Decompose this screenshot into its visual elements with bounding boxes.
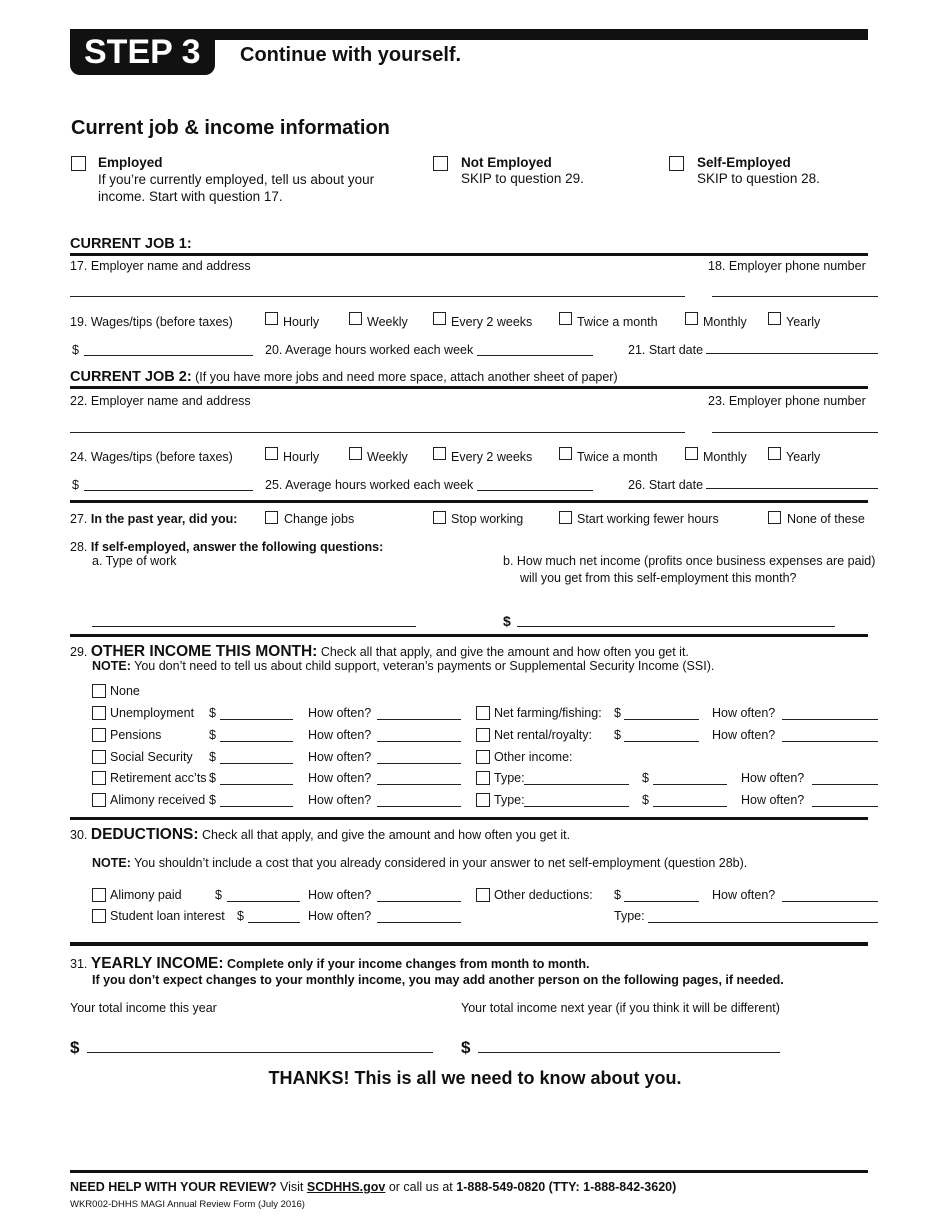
job1-every2weeks-checkbox[interactable] xyxy=(433,312,446,325)
unemployment-dollar: $ xyxy=(209,706,216,720)
other-deductions-how-often-input[interactable] xyxy=(782,901,878,902)
pensions-how-often: How often? xyxy=(308,728,372,742)
student-loan-label: Student loan interest xyxy=(110,909,225,923)
job1-monthly-label: Monthly xyxy=(703,315,747,329)
self-employed-desc: SKIP to question 28. xyxy=(697,171,820,186)
other-type1-label: Type: xyxy=(494,771,525,785)
job2-title-row xyxy=(70,369,618,385)
job2-start-date-input[interactable] xyxy=(706,488,878,489)
job2-yearly-checkbox[interactable] xyxy=(768,447,781,460)
job1-yearly-checkbox[interactable] xyxy=(768,312,781,325)
job2-hours-input[interactable] xyxy=(477,490,593,491)
other-type2-input[interactable] xyxy=(524,806,629,807)
q28b-line2: will you get from this self-employment this month? xyxy=(520,571,797,585)
retirement-dollar: $ xyxy=(209,771,216,785)
employer1-phone-input[interactable] xyxy=(712,296,878,297)
fewer-hours-checkbox[interactable] xyxy=(559,511,572,524)
next-year-dollar: $ xyxy=(461,1038,471,1057)
other-type2-checkbox[interactable] xyxy=(476,793,490,807)
fewer-hours-label: Start working fewer hours xyxy=(577,512,719,526)
q30-note-text: You shouldn’t include a cost that you already considered in your answer to net self-employment (question 28b). xyxy=(134,856,748,870)
income-this-year-input[interactable] xyxy=(87,1052,433,1053)
other-deductions-how-often: How often? xyxy=(712,888,776,902)
this-year-dollar: $ xyxy=(70,1038,80,1057)
q29-note-label: NOTE: xyxy=(92,659,131,673)
q23-label: 23. Employer phone number xyxy=(708,394,866,408)
alimony-paid-how-often-input[interactable] xyxy=(377,901,461,902)
job1-hourly-label: Hourly xyxy=(283,315,320,329)
q28-num: 28. xyxy=(70,540,88,554)
q28-dollar: $ xyxy=(503,613,511,629)
job2-rule xyxy=(70,386,868,389)
pensions-amount-input[interactable] xyxy=(220,741,293,742)
unemployment-amount-input[interactable] xyxy=(220,719,293,720)
none-of-these-checkbox[interactable] xyxy=(768,511,781,524)
job1-hourly-checkbox[interactable] xyxy=(265,312,278,325)
other-type1-input[interactable] xyxy=(524,784,629,785)
social-security-checkbox[interactable] xyxy=(92,750,106,764)
q27-label xyxy=(70,512,237,526)
income-this-year-label: Your total income this year xyxy=(70,1001,217,1015)
other-type1-how-often: How often? xyxy=(741,771,805,785)
none-of-these-label: None of these xyxy=(787,512,865,526)
retirement-amount-input[interactable] xyxy=(220,784,293,785)
help-visit: Visit xyxy=(280,1180,304,1194)
unemployment-checkbox[interactable] xyxy=(92,706,106,720)
job1-twice-month-label: Twice a month xyxy=(577,315,658,329)
social-security-how-often: How often? xyxy=(308,750,372,764)
not-employed-desc: SKIP to question 29. xyxy=(461,171,584,186)
unemployment-how-often-input[interactable] xyxy=(377,719,461,720)
section-title: Current job & income information xyxy=(71,117,390,139)
employed-label: Employed xyxy=(98,155,163,170)
student-loan-how-often: How often? xyxy=(308,909,372,923)
retirement-label: Retirement acc’ts xyxy=(110,771,207,785)
help-heading: NEED HELP WITH YOUR REVIEW? xyxy=(70,1180,277,1194)
help-site-link[interactable]: SCDHHS.gov xyxy=(306,1180,386,1194)
thanks-message: THANKS! This is all we need to know about you. xyxy=(268,1068,682,1088)
job1-rule xyxy=(70,253,868,256)
income-next-year-label: Your total income next year (if you think it will be different) xyxy=(461,1001,780,1015)
q27-num: 27. xyxy=(70,512,88,526)
alimony-received-label: Alimony received xyxy=(110,793,206,807)
job1-hours-input[interactable] xyxy=(477,355,593,356)
pensions-how-often-input[interactable] xyxy=(377,741,461,742)
income-next-year-input[interactable] xyxy=(478,1052,780,1053)
pensions-checkbox[interactable] xyxy=(92,728,106,742)
q31-line2: If you don’t expect changes to your monthly income, you may add another person on the following pages, if needed. xyxy=(92,973,784,987)
other-deductions-type-label: Type: xyxy=(614,909,645,923)
q30-header xyxy=(70,826,570,844)
q31-rule xyxy=(70,942,868,946)
unemployment-how-often: How often? xyxy=(308,706,372,720)
q30-note-label: NOTE: xyxy=(92,856,131,870)
student-loan-checkbox[interactable] xyxy=(92,909,106,923)
net-rental-checkbox[interactable] xyxy=(476,728,490,742)
student-loan-amount-input[interactable] xyxy=(248,922,300,923)
type-of-work-input[interactable] xyxy=(92,626,416,627)
q30-instr: Check all that apply, and give the amount and how often you get it. xyxy=(202,828,571,842)
q31-num: 31. xyxy=(70,957,88,971)
alimony-received-checkbox[interactable] xyxy=(92,793,106,807)
other-income-checkbox[interactable] xyxy=(476,750,490,764)
job2-hourly-label: Hourly xyxy=(283,450,320,464)
net-farming-checkbox[interactable] xyxy=(476,706,490,720)
q26-label: 26. Start date xyxy=(628,478,704,492)
student-loan-how-often-input[interactable] xyxy=(377,922,461,923)
form-id: WKR002-DHHS MAGI Annual Review Form (July 2016) xyxy=(70,1199,305,1210)
job1-monthly-checkbox[interactable] xyxy=(685,312,698,325)
not-employed-label: Not Employed xyxy=(461,155,552,170)
job1-title: CURRENT JOB 1: xyxy=(70,236,192,252)
social-security-how-often-input[interactable] xyxy=(377,763,461,764)
self-employment-income-input[interactable] xyxy=(517,626,835,627)
retirement-how-often-input[interactable] xyxy=(377,784,461,785)
stop-working-label: Stop working xyxy=(451,512,524,526)
q29-rule xyxy=(70,634,868,637)
q28b-line1: b. How much net income (profits once business expenses are paid) xyxy=(503,554,876,568)
other-deductions-amount-input[interactable] xyxy=(624,901,699,902)
q19-label: 19. Wages/tips (before taxes) xyxy=(70,315,233,329)
self-employed-label: Self-Employed xyxy=(697,155,791,170)
job2-yearly-label: Yearly xyxy=(786,450,821,464)
net-rental-how-often-input[interactable] xyxy=(782,741,878,742)
net-farming-how-often: How often? xyxy=(712,706,776,720)
job1-start-date-input[interactable] xyxy=(706,353,878,354)
none-income-label: None xyxy=(110,684,140,698)
alimony-paid-amount-input[interactable] xyxy=(227,901,300,902)
pensions-dollar: $ xyxy=(209,728,216,742)
job1-weekly-label: Weekly xyxy=(367,315,408,329)
help-call: or call us at xyxy=(388,1180,453,1194)
employer2-name-input[interactable] xyxy=(70,432,685,433)
job2-every2weeks-label: Every 2 weeks xyxy=(451,450,533,464)
job2-wage-input[interactable] xyxy=(84,490,253,491)
q20-label: 20. Average hours worked each week xyxy=(265,343,474,357)
other-income-label: Other income: xyxy=(494,750,573,764)
none-income-checkbox[interactable] xyxy=(92,684,106,698)
q29-num: 29. xyxy=(70,645,88,659)
q30-title: DEDUCTIONS: xyxy=(90,826,199,843)
other-deductions-checkbox[interactable] xyxy=(476,888,490,902)
job2-twice-month-label: Twice a month xyxy=(577,450,658,464)
q29-note xyxy=(92,659,714,673)
q17-label: 17. Employer name and address xyxy=(70,259,251,273)
net-rental-how-often: How often? xyxy=(712,728,776,742)
net-rental-dollar: $ xyxy=(614,728,621,742)
pensions-label: Pensions xyxy=(110,728,162,742)
retirement-how-often: How often? xyxy=(308,771,372,785)
footer-help xyxy=(70,1180,676,1194)
alimony-received-how-often-input[interactable] xyxy=(377,806,461,807)
retirement-checkbox[interactable] xyxy=(92,771,106,785)
q22-label: 22. Employer name and address xyxy=(70,394,251,408)
employed-checkbox[interactable] xyxy=(71,156,86,171)
other-type2-how-often-input[interactable] xyxy=(812,806,878,807)
employed-desc: If you’re currently employed, tell us about your income. Start with question 17. xyxy=(98,172,375,204)
not-employed-checkbox[interactable] xyxy=(433,156,448,171)
job1-dollar: $ xyxy=(72,343,79,357)
q28a-label: a. Type of work xyxy=(92,554,177,568)
alimony-paid-dollar: $ xyxy=(215,888,222,902)
net-farming-dollar: $ xyxy=(614,706,621,720)
alimony-received-amount-input[interactable] xyxy=(220,806,293,807)
q18-label: 18. Employer phone number xyxy=(708,259,866,273)
job2-dollar: $ xyxy=(72,478,79,492)
step-label: STEP 3 xyxy=(84,33,201,71)
net-farming-how-often-input[interactable] xyxy=(782,719,878,720)
change-jobs-checkbox[interactable] xyxy=(265,511,278,524)
job1-yearly-label: Yearly xyxy=(786,315,821,329)
net-farming-amount-input[interactable] xyxy=(624,719,699,720)
alimony-received-how-often: How often? xyxy=(308,793,372,807)
other-type1-how-often-input[interactable] xyxy=(812,784,878,785)
net-rental-amount-input[interactable] xyxy=(624,741,699,742)
q30-rule xyxy=(70,817,868,820)
q27-rule xyxy=(70,500,868,503)
other-type2-dollar: $ xyxy=(642,793,649,807)
employer1-name-input[interactable] xyxy=(70,296,685,297)
alimony-paid-label: Alimony paid xyxy=(110,888,182,902)
q31-header xyxy=(70,955,590,973)
q31-title: YEARLY INCOME: xyxy=(90,955,224,972)
self-employed-checkbox[interactable] xyxy=(669,156,684,171)
student-loan-dollar: $ xyxy=(237,909,244,923)
job2-monthly-label: Monthly xyxy=(703,450,747,464)
other-type1-amount-input[interactable] xyxy=(653,784,727,785)
job1-wage-input[interactable] xyxy=(84,355,253,356)
social-security-dollar: $ xyxy=(209,750,216,764)
other-deductions-dollar: $ xyxy=(614,888,621,902)
q29-note-text: You don’t need to tell us about child support, veteran’s payments or Supplemental Security Income (SSI). xyxy=(134,659,715,673)
alimony-paid-how-often: How often? xyxy=(308,888,372,902)
q21-label: 21. Start date xyxy=(628,343,704,357)
q30-note xyxy=(92,856,747,870)
stop-working-checkbox[interactable] xyxy=(433,511,446,524)
other-deductions-label: Other deductions: xyxy=(494,888,593,902)
job1-twice-month-checkbox[interactable] xyxy=(559,312,572,325)
q29-instr: Check all that apply, and give the amount and how often you get it. xyxy=(320,645,689,659)
job1-weekly-checkbox[interactable] xyxy=(349,312,362,325)
q30-num: 30. xyxy=(70,828,88,842)
job2-note: (If you have more jobs and need more space, attach another sheet of paper) xyxy=(195,370,618,384)
other-type1-dollar: $ xyxy=(642,771,649,785)
job2-hourly-checkbox[interactable] xyxy=(265,447,278,460)
q24-label: 24. Wages/tips (before taxes) xyxy=(70,450,233,464)
net-farming-label: Net farming/fishing: xyxy=(494,706,602,720)
q28-text: If self-employed, answer the following questions: xyxy=(90,540,384,554)
q29-title: OTHER INCOME THIS MONTH: xyxy=(90,643,318,660)
social-security-amount-input[interactable] xyxy=(220,763,293,764)
net-rental-label: Net rental/royalty: xyxy=(494,728,592,742)
job1-every2weeks-label: Every 2 weeks xyxy=(451,315,533,329)
other-type2-label: Type: xyxy=(494,793,525,807)
unemployment-label: Unemployment xyxy=(110,706,195,720)
job2-title: CURRENT JOB 2: xyxy=(70,369,192,385)
job2-monthly-checkbox[interactable] xyxy=(685,447,698,460)
q25-label: 25. Average hours worked each week xyxy=(265,478,474,492)
job2-weekly-checkbox[interactable] xyxy=(349,447,362,460)
other-type2-how-often: How often? xyxy=(741,793,805,807)
social-security-label: Social Security xyxy=(110,750,193,764)
job2-every2weeks-checkbox[interactable] xyxy=(433,447,446,460)
q31-line1: Complete only if your income changes from month to month. xyxy=(227,957,590,971)
employer2-phone-input[interactable] xyxy=(712,432,878,433)
alimony-received-dollar: $ xyxy=(209,793,216,807)
job2-twice-month-checkbox[interactable] xyxy=(559,447,572,460)
footer-rule xyxy=(70,1170,868,1173)
q28-label xyxy=(70,540,383,554)
q27-text: In the past year, did you: xyxy=(90,512,238,526)
other-type1-checkbox[interactable] xyxy=(476,771,490,785)
step-subtitle: Continue with yourself. xyxy=(240,44,462,66)
other-type2-amount-input[interactable] xyxy=(653,806,727,807)
other-deductions-type-input[interactable] xyxy=(648,922,878,923)
job2-weekly-label: Weekly xyxy=(367,450,408,464)
help-phone: 1-888-549-0820 (TTY: 1-888-842-3620) xyxy=(456,1180,677,1194)
alimony-paid-checkbox[interactable] xyxy=(92,888,106,902)
change-jobs-label: Change jobs xyxy=(284,512,355,526)
